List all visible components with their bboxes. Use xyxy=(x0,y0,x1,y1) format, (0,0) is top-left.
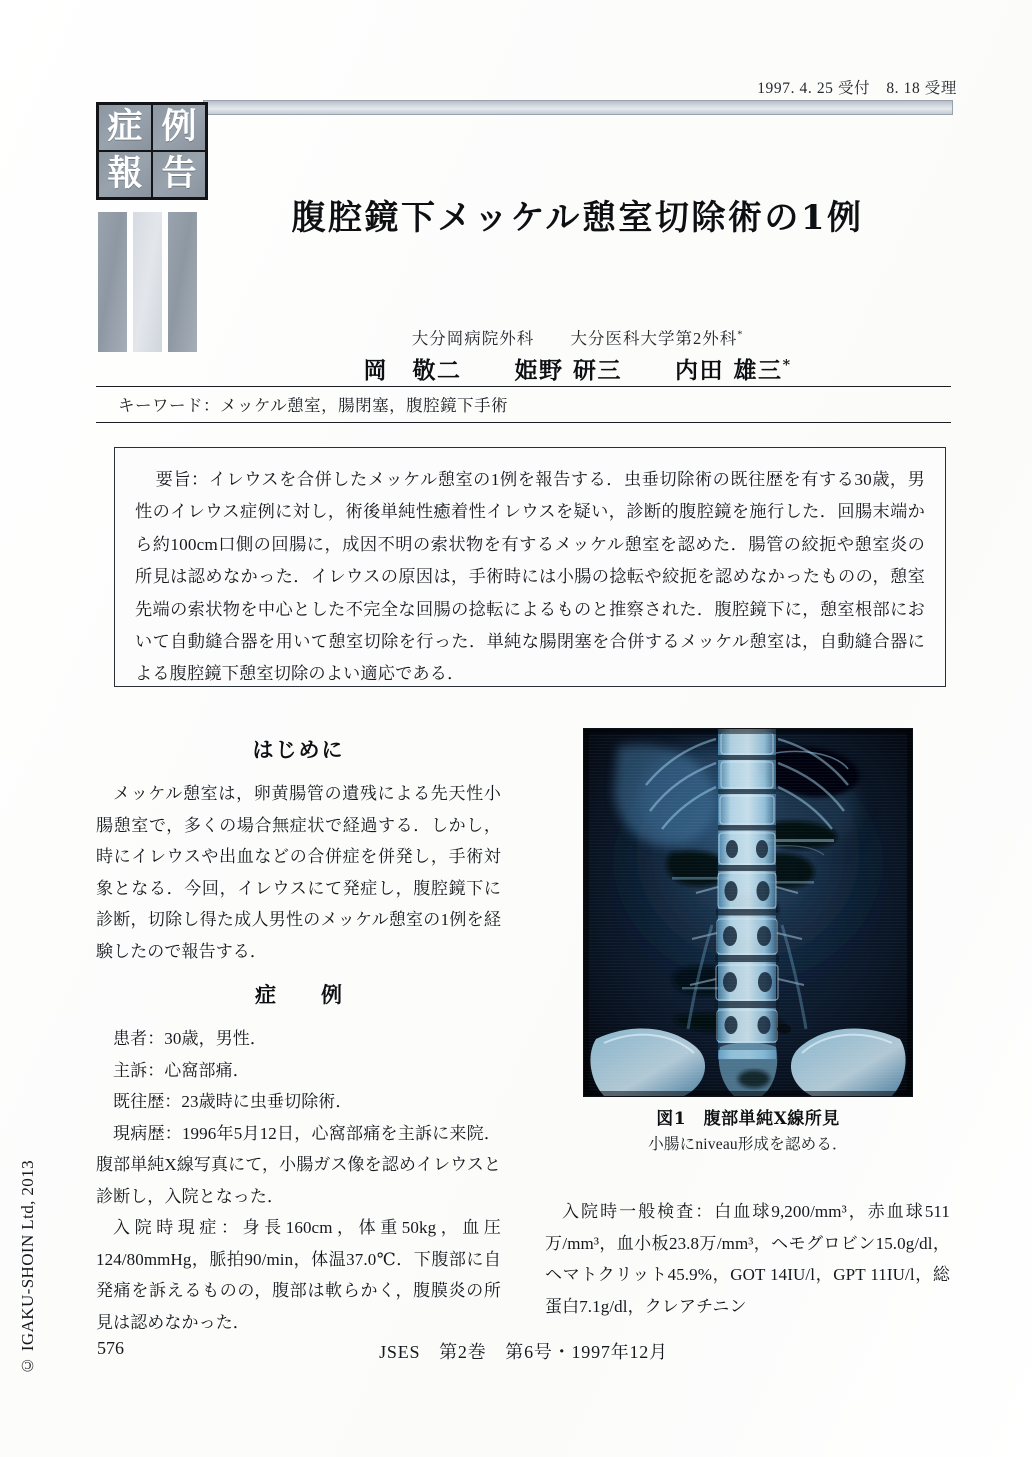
figure-1-caption xyxy=(584,1104,912,1154)
article-title: 腹腔鏡下メッケル憩室切除術の1例 xyxy=(291,198,864,238)
body-column-right xyxy=(545,1196,950,1322)
case-report-logo-grid xyxy=(96,102,208,200)
figure-1-title: 図1 腹部単純X線所見 xyxy=(656,1109,840,1129)
affiliation-2: 大分医科大学第2外科 xyxy=(570,329,738,348)
affiliation-1: 大分岡病院外科 xyxy=(411,329,535,348)
xray-graphic xyxy=(584,729,912,1096)
logo-bar-2 xyxy=(133,212,162,352)
heading-case: 症 例 xyxy=(255,982,354,1007)
author-1: 岡 敬二 xyxy=(363,357,462,384)
affiliation-2-marker: * xyxy=(737,329,744,341)
logo-char-3: 報 xyxy=(99,152,151,197)
case-laboratory-findings: 入院時一般検査：白血球9,200/mm³，赤血球511万/mm³，血小板23.8万/mm³，ヘモグロビン15.0g/dl，ヘマトクリット45.9%，GOT 14IU/l，GPT 11IU/l，総蛋白7.1g/dl，クレアチニン xyxy=(545,1202,950,1316)
abdominal-xray-image xyxy=(584,729,912,1096)
header-rule xyxy=(203,100,953,115)
figure-1-subcaption: 小腸にniveau形成を認める． xyxy=(648,1136,848,1153)
copyright-notice: © IGAKU-SHOIN Ltd, 2013 xyxy=(18,1160,37,1376)
footer-page-number: 576 xyxy=(97,1338,124,1358)
case-report-logo xyxy=(96,102,209,352)
author-3-marker: * xyxy=(782,357,792,374)
logo-bar-1 xyxy=(98,212,127,352)
abstract-text: 要旨：イレウスを合併したメッケル憩室の1例を報告する．虫垂切除術の既往歴を有する30歳，男性のイレウス症例に対し，術後単純性癒着性イレウスを疑い，診断的腹腔鏡を施行した．回腸末端から約100cm口側の回腸に，成因不明の索状物を有するメッケル憩室を認めた．腸管の絞扼や憩室炎の所見は認めなかった．イレウスの原因は，手術時には小腸の捻転や絞扼を認めなかったものの，憩室先端の索状物を中心とした不完全な回腸の捻転によるものと推察された．腹腔鏡下に，憩室根部において自動縫合器を用いて憩室切除を行った．単純な腸閉塞を合併するメッケル憩室は，自動縫合器による腹腔鏡下憩室切除のよい適応である． xyxy=(135,470,925,684)
introduction-paragraph: メッケル憩室は，卵黄腸管の遺残による先天性小腸憩室で，多くの場合無症状で経過する．しかし，時にイレウスや出血などの合併症を併発し，手術対象となる．今回，イレウスにて発症し，腹腔鏡下に診断，切除し得た成人男性のメッケル憩室の1例を経験したので報告する． xyxy=(96,784,501,961)
case-patient: 患者：30歳，男性． xyxy=(113,1029,267,1048)
received-accepted-date: 1997. 4. 25 受付 8. 18 受理 xyxy=(757,80,957,97)
logo-char-4: 告 xyxy=(153,152,205,197)
logo-bar-3 xyxy=(168,212,197,352)
heading-introduction: はじめに xyxy=(252,737,345,762)
body-column-left xyxy=(96,722,501,1338)
logo-decorative-bars xyxy=(98,212,199,352)
case-present-illness: 現病歴：1996年5月12日，心窩部痛を主訴に来院．腹部単純X線写真にて，小腸ガス像を認めイレウスと診断し，入院となった． xyxy=(96,1123,501,1206)
keywords: キーワード：メッケル憩室，腸閉塞，腹腔鏡下手術 xyxy=(96,386,951,423)
author-list xyxy=(205,352,950,385)
logo-char-2: 例 xyxy=(153,105,205,150)
logo-char-1: 症 xyxy=(99,105,151,150)
case-past-history: 既往歴：23歳時に虫垂切除術． xyxy=(113,1092,353,1111)
author-affiliations xyxy=(205,325,950,349)
abstract-box xyxy=(114,447,946,687)
footer-journal-line: JSES 第2巻 第6号・1997年12月 xyxy=(379,1342,668,1362)
case-chief-complaint: 主訴：心窩部痛． xyxy=(113,1060,250,1080)
author-2: 姫野 研三 xyxy=(514,357,623,384)
case-admission-findings: 入院時現症：身長160cm，体重50kg，血圧124/80mmHg，脈拍90/min，体温37.0℃．下腹部に自発痛を訴えるものの，腹部は軟らかく，腹膜炎の所見は認めなかった． xyxy=(96,1218,501,1332)
figure-1 xyxy=(584,729,912,1154)
author-3: 内田 雄三 xyxy=(675,357,783,384)
